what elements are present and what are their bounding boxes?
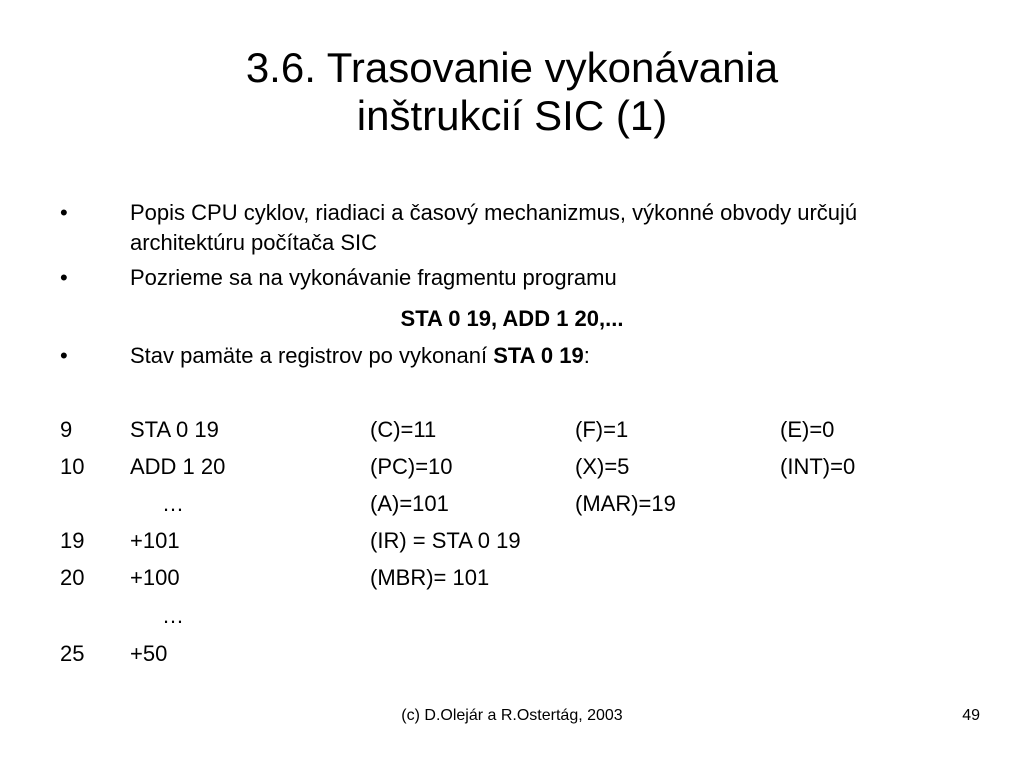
memory-content: +100: [130, 565, 180, 590]
slide-title: [0, 44, 1024, 140]
memory-ellipsis: …: [162, 491, 184, 516]
register-value: (X)=5: [575, 454, 630, 479]
memory-content: +101: [130, 528, 180, 553]
memory-row: [0, 489, 1024, 523]
memory-content: STA 0 19: [130, 417, 219, 442]
register-value: (MBR)= 101: [370, 565, 490, 590]
page-number: 49: [962, 707, 980, 724]
register-value: (INT)=0: [780, 454, 856, 479]
bullet-marker: •: [60, 200, 68, 225]
memory-row: [0, 452, 1024, 486]
memory-row: [0, 415, 1024, 449]
bullet-text: Popis CPU cyklov, riadiaci a časový mechanizmus, výkonné obvody určujú architektúru počítača SIC: [130, 200, 858, 255]
memory-address: 19: [60, 528, 85, 553]
bullet-marker: •: [60, 343, 68, 368]
program-fragment-code: STA 0 19, ADD 1 20,...: [400, 306, 624, 331]
memory-row: [0, 526, 1024, 560]
slide-title-line-2: inštrukcií SIC (1): [356, 92, 668, 139]
memory-address: 9: [60, 417, 73, 442]
bullet-text-plain: Stav pamäte a registrov po vykonaní: [130, 343, 494, 368]
memory-address: 20: [60, 565, 85, 590]
register-value: (F)=1: [575, 417, 629, 442]
memory-row: [0, 563, 1024, 597]
memory-ellipsis: …: [162, 603, 184, 628]
register-value: (A)=101: [370, 491, 449, 516]
memory-content: ADD 1 20: [130, 454, 226, 479]
memory-address: 25: [60, 641, 85, 666]
memory-row: [0, 601, 1024, 635]
bullet-text: [130, 341, 960, 371]
register-value: (IR) = STA 0 19: [370, 528, 521, 553]
slide-title-line-1: 3.6. Trasovanie vykonávania: [245, 44, 779, 91]
footer-copyright: (c) D.Olejár a R.Ostertág, 2003: [401, 707, 623, 724]
memory-row: [0, 639, 1024, 673]
bullet-text-suffix: :: [583, 343, 590, 368]
register-value: (PC)=10: [370, 454, 453, 479]
register-value: (C)=11: [370, 417, 437, 442]
memory-address: 10: [60, 454, 85, 479]
bullet-marker: •: [60, 265, 68, 290]
bullet-text-bold: STA 0 19: [493, 343, 584, 368]
register-value: (E)=0: [780, 417, 835, 442]
register-value: (MAR)=19: [575, 491, 676, 516]
memory-content: +50: [130, 641, 168, 666]
bullet-text: Pozrieme sa na vykonávanie fragmentu programu: [130, 265, 617, 290]
